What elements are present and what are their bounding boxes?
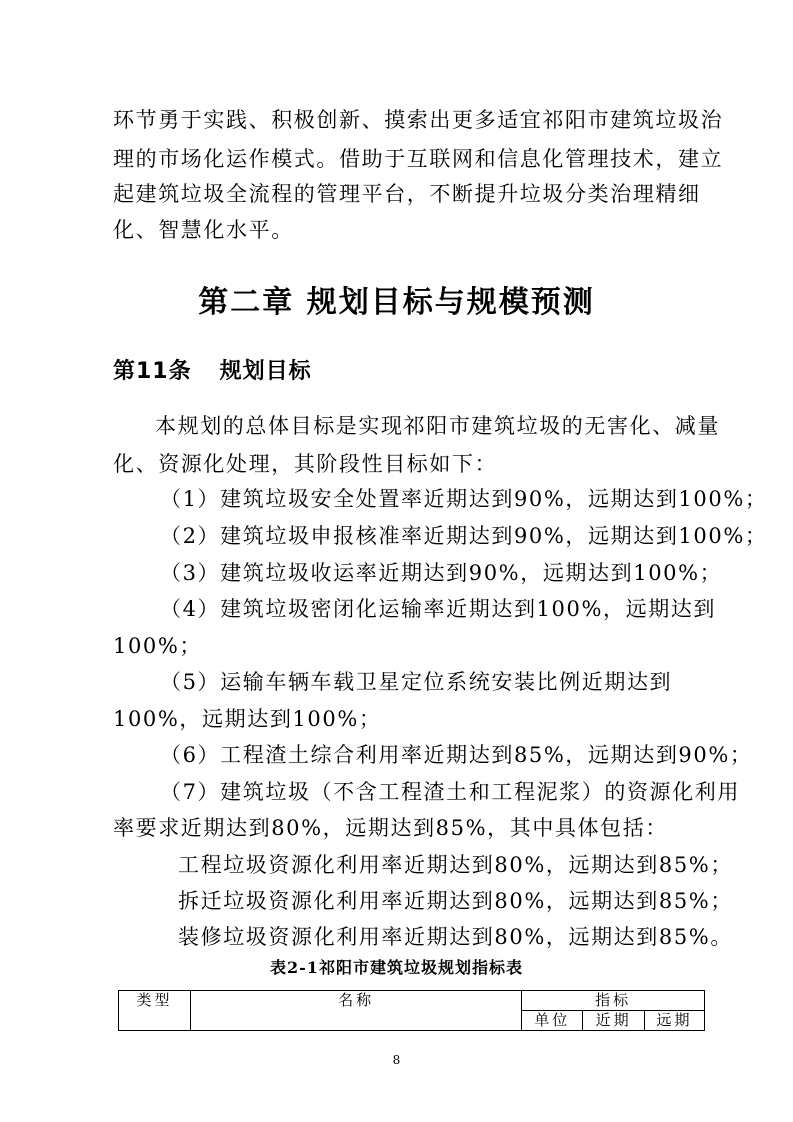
sub-item-demolition: 拆迁垃圾资源化利用率近期达到80%，远期达到85%；	[178, 889, 733, 913]
header-type: 类型	[119, 991, 191, 1031]
sub-item-decoration: 装修垃圾资源化利用率近期达到80%，远期达到85%。	[178, 925, 733, 949]
intro-line-3: 起建筑垃圾全流程的管理平台，不断提升垃圾分类治理精细	[113, 182, 701, 206]
goal-item-6: （6）工程渣土综合利用率近期达到85%，远期达到90%；	[160, 743, 753, 767]
article-title: 规划目标	[219, 359, 312, 384]
goal-item-3: （3）建筑垃圾收运率近期达到90%，远期达到100%；	[160, 561, 723, 585]
intro-line-1: 环节勇于实践、积极创新、摸索出更多适宜祁阳市建筑垃圾治	[113, 108, 724, 132]
page-number: 8	[392, 1053, 401, 1067]
goal-item-4-cont: 100%；	[113, 634, 203, 658]
article-number: 第11条	[113, 359, 192, 384]
header-indicator: 指标	[522, 991, 705, 1011]
goal-item-2: （2）建筑垃圾申报核准率近期达到90%，远期达到100%；	[160, 524, 768, 548]
table-header-row	[119, 991, 705, 1011]
body-line: 本规划的总体目标是实现祁阳市建筑垃圾的无害化、减量	[155, 414, 720, 438]
goal-item-1: （1）建筑垃圾安全处置率近期达到90%，远期达到100%；	[160, 487, 768, 511]
header-near-term: 近期	[583, 1011, 645, 1031]
goal-item-5: （5）运输车辆车载卫星定位系统安装比例近期达到	[160, 670, 673, 694]
indicator-table	[118, 990, 705, 1031]
table-caption: 表2-1祁阳市建筑垃圾规划指标表	[270, 958, 523, 977]
intro-line-2: 理的市场化运作模式。借助于互联网和信息化管理技术，建立	[113, 147, 724, 171]
goal-item-5-cont: 100%，远期达到100%；	[113, 707, 382, 731]
chapter-title: 第二章 规划目标与规模预测	[198, 285, 595, 320]
header-long-term: 远期	[645, 1011, 705, 1031]
header-name: 名称	[190, 991, 521, 1031]
header-unit: 单位	[522, 1011, 583, 1031]
body-line: 化、资源化处理，其阶段性目标如下：	[113, 452, 498, 476]
goal-item-7: （7）建筑垃圾（不含工程渣土和工程泥浆）的资源化利用	[160, 780, 740, 804]
article-heading	[113, 357, 312, 387]
sub-item-engineering: 工程垃圾资源化利用率近期达到80%，远期达到85%；	[178, 853, 733, 877]
goal-item-4: （4）建筑垃圾密闭化运输率近期达到100%，远期达到	[160, 597, 716, 621]
goal-item-7-cont: 率要求近期达到80%，远期达到85%，其中具体包括：	[113, 816, 668, 840]
intro-line-4: 化、智慧化水平。	[113, 218, 294, 242]
